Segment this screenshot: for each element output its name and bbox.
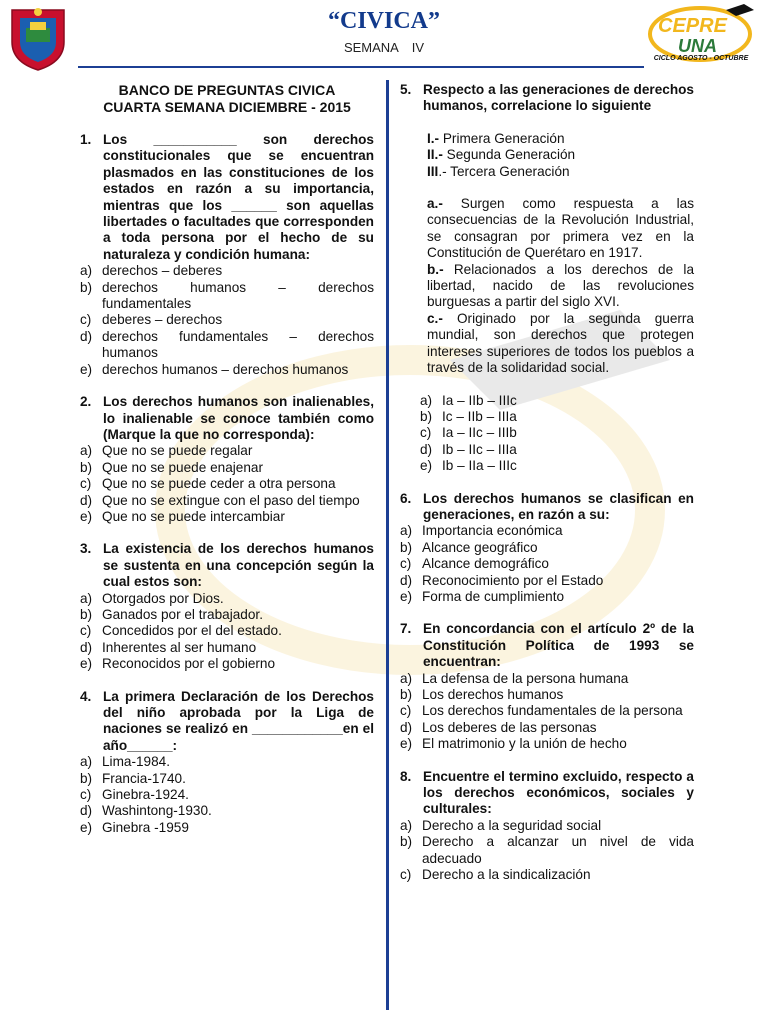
answer-option [400, 540, 694, 556]
option-letter: e) [420, 458, 433, 474]
option-text: Reconocidos por el gobierno [102, 656, 276, 672]
description-label: a.- [427, 196, 443, 212]
answer-option [80, 329, 374, 362]
option-text: Ginebra-1924. [102, 787, 189, 803]
option-text: derechos humanos – derechos humanos [102, 361, 349, 377]
question-header [80, 541, 374, 590]
question-number: 2. [80, 394, 92, 410]
option-text: derechos humanos – derechos fundamentales [102, 279, 374, 312]
option-letter: c) [400, 867, 412, 883]
option-text: Inherentes al ser humano [102, 639, 257, 655]
option-text: Que no se puede enajenar [102, 459, 263, 475]
question-3 [80, 541, 374, 672]
answer-options [80, 443, 374, 525]
answer-option [400, 589, 694, 605]
generation-label: II.- [427, 147, 443, 163]
option-letter: b) [80, 279, 93, 295]
right-questions [400, 491, 694, 884]
question-number: 3. [80, 541, 92, 557]
left-questions [80, 132, 374, 836]
option-text: Ia – IIc – IIIb [442, 425, 517, 441]
document-title-line-1: BANCO DE PREGUNTAS CIVICA [118, 82, 336, 98]
question-text: La existencia de los derechos humanos se sustenta en una concepción según la cual estos son: [103, 541, 374, 590]
generation-list [427, 131, 694, 180]
option-letter: c) [80, 623, 92, 639]
option-letter: e) [400, 736, 413, 752]
option-text: Importancia económica [422, 523, 563, 539]
option-letter: c) [420, 425, 432, 441]
option-text: Derecho a la seguridad social [422, 817, 602, 833]
question-number: 8. [400, 768, 412, 784]
option-text: Ib – IIc – IIIa [442, 441, 517, 457]
answer-option [420, 393, 694, 409]
answer-option [80, 787, 374, 803]
answer-option [420, 458, 694, 474]
option-text: Washintong-1930. [102, 803, 212, 819]
answer-option [80, 263, 374, 279]
option-text: Los derechos fundamentales de la persona [422, 703, 683, 719]
answer-option [420, 409, 694, 425]
generation-label: I.- [427, 130, 440, 146]
option-letter: a) [80, 443, 93, 459]
generation-item [427, 164, 694, 180]
question-header [400, 769, 694, 818]
option-letter: b) [400, 539, 413, 555]
option-letter: a) [400, 670, 413, 686]
option-text: Derecho a la sindicalización [422, 867, 591, 883]
option-text: Ic – IIb – IIIa [442, 408, 517, 424]
option-text: Ia – IIb – IIIc [442, 392, 517, 408]
question-text: Los derechos humanos se clasifican en generaciones, en razón a su: [423, 490, 694, 522]
svg-text:CEPRE: CEPRE [658, 15, 727, 37]
option-letter: c) [400, 703, 412, 719]
generation-description [427, 196, 694, 262]
answer-option [420, 442, 694, 458]
option-letter: d) [80, 803, 93, 819]
option-letter: b) [80, 606, 93, 622]
option-text: deberes – derechos [102, 312, 223, 328]
question-5 [400, 82, 694, 475]
answer-options [420, 393, 694, 475]
generation-label: III [427, 163, 439, 179]
question-8 [400, 769, 694, 884]
document-title-line-2: CUARTA SEMANA DICIEMBRE - 2015 [103, 99, 351, 115]
question-text: Respecto a las generaciones de derechos humanos, correlacione lo siguiente [423, 82, 694, 114]
question-text: Los derechos humanos son inalienables, lo inalienable se conoce también como (Marque la que no corresponda): [103, 394, 374, 442]
option-letter: c) [80, 787, 92, 803]
option-letter: d) [400, 572, 413, 588]
answer-options [400, 523, 694, 605]
option-letter: a) [400, 817, 413, 833]
option-letter: a) [80, 754, 93, 770]
answer-option [80, 656, 374, 672]
answer-options [80, 263, 374, 378]
answer-option [80, 803, 374, 819]
answer-option [400, 573, 694, 589]
question-4 [80, 689, 374, 837]
generation-text: Segunda Generación [442, 147, 576, 163]
option-letter: a) [80, 263, 93, 279]
option-letter: a) [400, 523, 413, 539]
option-letter: d) [80, 328, 93, 344]
right-column [400, 82, 694, 899]
question-6 [400, 491, 694, 606]
week-subtitle: SEMANA IV [343, 40, 425, 55]
answer-option [80, 443, 374, 459]
question-header [400, 82, 694, 115]
option-text: La defensa de la persona humana [422, 670, 629, 686]
question-text: La primera Declaración de los Derechos del niño aprobada por la Liga de naciones se realizó en ____________en el año______: [103, 688, 374, 753]
question-number: 5. [400, 82, 412, 97]
cycle-label: CICLO AGOSTO - OCTUBRE [653, 55, 749, 62]
option-letter: d) [80, 639, 93, 655]
option-text: Los derechos humanos [422, 687, 564, 702]
option-letter: b) [400, 687, 413, 702]
answer-option [400, 867, 694, 883]
description-text: Relacionados a los derechos de la libertad, nacido de las revoluciones burguesas a partir del siglo XVI. [427, 261, 694, 310]
description-list [400, 196, 694, 376]
answer-option [80, 476, 374, 492]
option-letter: a) [420, 392, 433, 408]
option-text: Que no se extingue con el paso del tiempo [102, 492, 360, 508]
option-letter: c) [400, 556, 412, 572]
option-text: Que no se puede ceder a otra persona [102, 476, 336, 492]
option-text: Alcance demográfico [422, 556, 549, 572]
option-text: derechos fundamentales – derechos humanos [102, 328, 374, 361]
option-letter: e) [80, 361, 93, 377]
option-text: Ginebra -1959 [102, 819, 189, 835]
answer-option [400, 834, 694, 867]
answer-option [80, 607, 374, 623]
option-letter: b) [420, 408, 433, 424]
option-text: Que no se puede regalar [102, 443, 253, 459]
question-text: Encuentre el termino excluido, respecto a los derechos económicos, sociales y culturales: [423, 768, 694, 817]
option-text: Que no se puede intercambiar [102, 508, 285, 524]
option-text: Ib – IIa – IIIc [442, 458, 517, 474]
left-column [80, 82, 374, 852]
answer-option [80, 591, 374, 607]
answer-options [80, 591, 374, 673]
question-7 [400, 621, 694, 752]
generation-text: Primera Generación [439, 130, 565, 146]
option-text: Ganados por el trabajador. [102, 606, 263, 622]
answer-option [400, 818, 694, 834]
option-letter: d) [420, 441, 433, 457]
option-text: Derecho a alcanzar un nivel de vida adecuado [422, 834, 694, 866]
option-text: Lima-1984. [102, 754, 171, 770]
option-text: Alcance geográfico [422, 539, 538, 555]
option-letter: b) [80, 770, 93, 786]
question-header [400, 621, 694, 670]
question-number: 6. [400, 490, 412, 506]
option-letter: b) [400, 834, 413, 850]
description-text: Surgen como respuesta a las consecuencias de la Revolución Industrial, se consagran por primera vez en la Constitución de Querétaro en 1917. [427, 196, 694, 261]
answer-options [400, 671, 694, 753]
answer-option [80, 640, 374, 656]
option-text: El matrimonio y la unión de hecho [422, 736, 627, 752]
answer-option [80, 460, 374, 476]
option-letter: e) [80, 819, 93, 835]
description-label: c.- [427, 310, 443, 326]
generation-description [427, 262, 694, 311]
column-divider [386, 80, 389, 1010]
answer-option [400, 556, 694, 572]
answer-option [80, 820, 374, 836]
option-text: Francia-1740. [102, 770, 186, 786]
answer-option [400, 703, 694, 719]
answer-option [80, 623, 374, 639]
answer-option [80, 362, 374, 378]
option-text: Reconocimiento por el Estado [422, 572, 604, 588]
question-number: 1. [80, 132, 92, 147]
option-text: Forma de cumplimiento [422, 588, 565, 604]
question-number: 7. [400, 621, 412, 637]
answer-option [400, 736, 694, 752]
answer-option [80, 509, 374, 525]
page-title: “CIVICA” [327, 8, 440, 34]
answer-option [80, 280, 374, 313]
question-header [80, 689, 374, 755]
generation-text: .- Tercera Generación [438, 163, 570, 179]
question-header [400, 491, 694, 524]
answer-option [80, 312, 374, 328]
answer-options [400, 818, 694, 884]
answer-option [400, 720, 694, 736]
option-letter: a) [80, 590, 93, 606]
option-letter: e) [80, 656, 93, 672]
question-text: Los ___________ son derechos constitucionales que se encuentran plasmados en las constituciones de los estados en razón a su importancia, mientras que los ______ son aquellas libertades o facultades que corresponden a toda persona por el hecho de su naturaleza y condición humana: [103, 132, 374, 262]
answer-option [80, 754, 374, 770]
option-text: derechos – deberes [102, 263, 223, 279]
generation-item [427, 131, 694, 147]
description-label: b.- [427, 261, 444, 277]
answer-option [400, 523, 694, 539]
question-text: En concordancia con el artículo 2º de la Constitución Política de 1993 se encuentran: [423, 621, 694, 670]
document-title [80, 82, 374, 116]
question-number: 4. [80, 688, 92, 704]
option-letter: b) [80, 459, 93, 475]
option-letter: d) [80, 492, 93, 508]
answer-option [400, 671, 694, 687]
question-1 [80, 132, 374, 378]
option-letter: e) [80, 508, 93, 524]
question-header [80, 394, 374, 443]
answer-option [80, 771, 374, 787]
option-text: Los deberes de las personas [422, 719, 597, 735]
option-letter: c) [80, 476, 92, 492]
question-header [80, 132, 374, 263]
question-2 [80, 394, 374, 525]
answer-options [80, 754, 374, 836]
answer-option [420, 425, 694, 441]
option-text: Concedidos por el del estado. [102, 623, 282, 639]
generation-item [427, 147, 694, 163]
answer-option [80, 493, 374, 509]
svg-text:UNA: UNA [678, 36, 717, 56]
answer-option [400, 687, 694, 703]
option-text: Otorgados por Dios. [102, 590, 224, 606]
header-rule [78, 66, 644, 68]
generation-description [427, 311, 694, 377]
description-text: Originado por la segunda guerra mundial, son derechos que protegen intereses superiores de todos los pueblos a través de la solidaridad social. [427, 310, 694, 376]
option-letter: c) [80, 312, 92, 328]
option-letter: e) [400, 588, 413, 604]
option-letter: d) [400, 719, 413, 735]
